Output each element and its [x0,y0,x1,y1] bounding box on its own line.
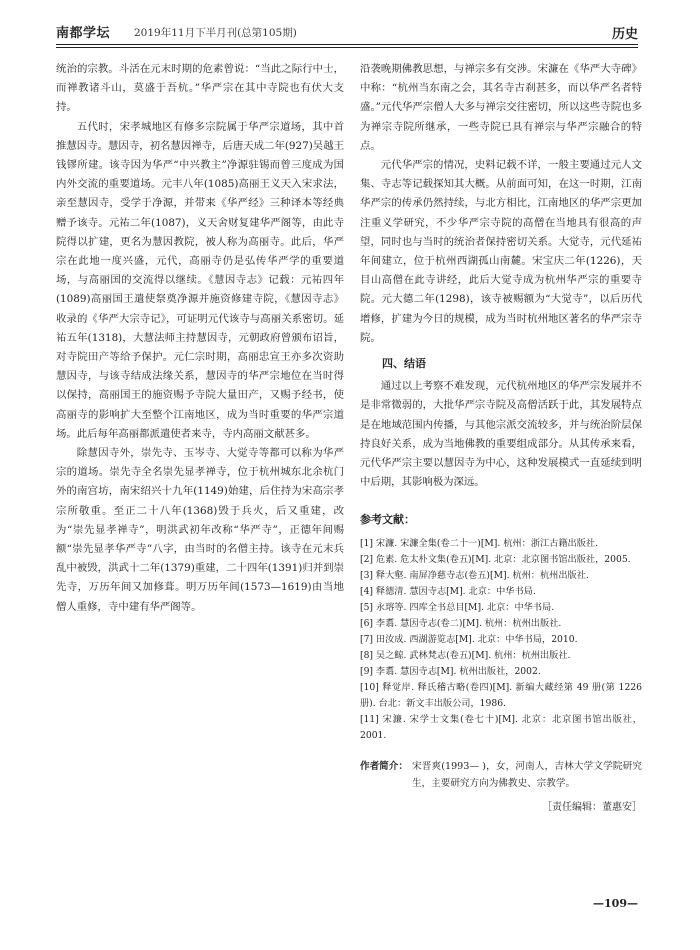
paragraph: 沿袭晚期佛教思想，与禅宗多有交涉。宋濂在《华严大寺碑》中称：“杭州当东南之会，其名寺古刹甚多，而以华严名者特盛。”元代华严宗僧人大多与禅宗交往密切，所以这些寺院也多为禅宗寺院所继承，一些寺院已具有禅宗与华严宗融合的特点。 [360,63,642,152]
page-header [56,18,638,44]
conclusion-heading: 四、结语 [382,357,426,371]
issue-info: 2019年11月下半月刊(总第105期) [134,27,297,39]
header-rule-thin [56,47,638,48]
paragraph: 五代时，宋孝城地区有修多宗院属于华严宗道场，其中首推慧因寺。慧因寺，初名慧因禅寺，后唐天成二年(927)吴越王钱镠所建。该寺因为华严“中兴教主”净源驻锡而曾三度成为国内外交流的重要道场。元丰八年(1085)高丽王义天入宋求法，亲至慧因寺，受学于净源，并带来《华严经》三种译本等经典赠予该寺。元祐二年(1087)，义天舍财复建华严阁等，由此寺院得以扩建，更名为慧因教院，被人称为高丽寺。此后，华严宗在此地一度兴盛，元代，高丽寺仍是弘传华严学的重要道场，与高丽国的交流得以继续。《慧因寺志》记载：元祐四年(1089)高丽国王遣使祭奠净源并施资修建寺院，《慧因寺志》收录的《华严大宗寺记》，可证明元代该寺与高丽关系密切。延祐五年(1318)，大慧法师主持慧因寺，元朝政府曾颁布诏旨，对寺院田产等给予保护。元仁宗时期，高丽忠宣王亦多次资助慧因寺，与该寺结成法缘关系，慧因寺的华严宗地位在当时得以保持，高丽国王的施资赐予寺院大量田产，又赐予经书，使高丽寺的影响扩大至整个江南地区，成为当时重要的华严宗道场。此后每年高丽都派遣使者来寺，寺内高丽文献甚多。 [56,120,344,440]
reference-item: [8] 吴之鲸. 武林梵志(卷五)[M]. 杭州：杭州出版社. [360,649,571,661]
references-list [360,536,642,744]
author-label: 作者简介： [360,760,408,772]
references-title: 参考文献： [360,513,415,527]
paragraph: 除慧因寺外，崇先寺、玉岑寺、大觉寺等都可以称为华严宗的道场。崇先寺全名崇先显孝禅寺，位于杭州城东北余杭门外的南宫坊，南宋绍兴十九年(1149)始建，后住持为宋高宗孝宗所敬重。至正二十八年(1368)毁于兵火，后又重建，改为“崇先显孝禅寺”，明洪武初年改称“华严寺”，正德年间赐额“崇先显孝华严寺”八字，由当时的名僧主持。该寺在元末兵乱中被毁，洪武十二年(1379)重建，二十四年(1391)归并到崇先寺，万历年间又加修葺。明万历年间(1573—1619)由当地僧人重修，寺中建有华严阁等。 [56,447,344,613]
right-column [360,60,642,817]
author-text: 宋晋爽(1993— )，女，河南人，吉林大学文学院研究生，主要研究方向为佛教史、宗教学。 [411,760,642,789]
reference-item: [6] 李翥. 慧因寺志(卷二)[M]. 杭州：杭州出版社. [360,617,562,629]
page-number: —109— [593,897,638,910]
section-name: 历史 [611,27,638,42]
reference-item: [2] 危素. 危太朴文集(卷五)[M]. 北京：北京图书馆出版社，2005. [360,553,631,565]
reference-item: [5] 永瑢等. 四库全书总目[M]. 北京：中华书局. [360,601,555,613]
reference-item: [3] 释大壑. 南屏净慈寺志(卷五)[M]. 杭州：杭州出版社. [360,569,589,581]
reference-item: [4] 释德清. 慧因寺志[M]. 北京：中华书局. [360,585,536,597]
reference-item: [9] 李翥. 慧因寺志[M]. 杭州出版社，2002. [360,665,541,677]
conclusion-paragraph: 通过以上考察不难发现，元代杭州地区的华严宗发展并不是非常微弱的，大批华严宗寺院及高僧活跃于此，其发展特点是在地域范围内传播，与其他宗派交流较多，并与统治阶层保持良好关系，成为当地佛教的重要组成部分。从其传承来看，元代华严宗主要以慧因寺为中心，这种发展模式一直延续到明中后期，其影响极为深远。 [360,380,642,489]
paragraph: 统治的宗教。斗活在元末时期的危素曾说：“当此之际行中士，而禅教诸斗山，莫盛于吾杭。”华严宗在其中寺院也有伏大支持。 [56,63,344,114]
left-column [56,60,344,617]
reference-item: [7] 田汝成. 西湖游览志[M]. 北京：中华书局，2010. [360,633,578,645]
reference-item: [1] 宋濂. 宋濂全集(卷二十一)[M]. 杭州：浙江古籍出版社. [360,537,599,549]
header-rule [56,44,638,45]
journal-title: 南都学坛 [56,26,111,41]
responsible-editor: ［责任编辑：董惠安］ [542,801,642,813]
reference-item: [10] 释觉岸. 释氏稽古略(卷四)[M]. 新编大藏经第 49 册(第 1226 册). 台北：新文丰出版公司，1986. [360,681,642,709]
author-bio [360,758,642,792]
reference-item: [11] 宋濂. 宋学士文集(卷七十)[M]. 北京：北京图书馆出版社，2001. [360,713,642,741]
paragraph: 元代华严宗的情况，史料记载不详，一般主要通过元人文集、寺志等记载探知其大概。从前面可知，在这一时期，江南华严宗的传承仍然持续，与北方相比，江南地区的华严宗更加注重义学研究，不少华严宗寺院的高僧在当地具有很高的声望，同时也与当时的统治者保持密切关系。大觉寺，元代延祐年间建立，位于杭州西湖孤山南麓。宋宝庆二年(1226)，天目山高僧在此寺讲经，此后大觉寺成为杭州华严宗的重要寺院。元大德二年(1298)，该寺被赐额为“大觉寺”，以后历代增修，扩建为今日的规模，成为当时杭州地区著名的华严宗寺院。 [360,159,642,344]
